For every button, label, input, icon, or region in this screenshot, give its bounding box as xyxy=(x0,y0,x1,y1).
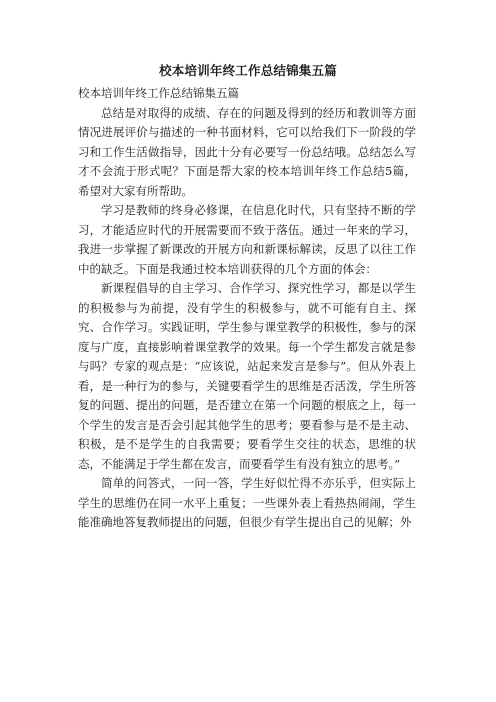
document-title: 校本培训年终工作总结锦集五篇 xyxy=(159,63,337,78)
paragraph-learning: 学习是教师的终身必修课，在信息化时代，只有坚持不断的学习，才能适应时代的开展需要而不致于落伍。通过一年来的学习，我进一步掌握了新课改的开展方向和新课标解读，反思了以往工作中的缺乏。下面是我通过校本培训获得的几个方面的体会： xyxy=(78,203,416,276)
document-body xyxy=(78,84,416,533)
paragraph-participation: 新课程倡导的自主学习、合作学习、探究性学习，都是以学生的积极参与为前提，没有学生的积极参与，就不可能有自主、探究、合作学习。实践证明，学生参与课堂教学的积极性，参与的深度与广度，直接影响着课堂教学的效果。每一个学生都发言就是参与吗？专家的观点是：“应该说，站起来发言是参与”。但从外表上看，是一种行为的参与，关键要看学生的思维是否活泼，学生所答复的问题、提出的问题，是否建立在第一个问题的根底之上，每一个学生的发言是否会引起其他学生的思考；要看参与是不是主动、积极，是不是学生的自我需要；要看学生交往的状态，思维的状态，不能满足于学生都在发言，而要看学生有没有独立的思考。” xyxy=(78,281,416,471)
paragraph-qa: 简单的问答式，一问一答，学生好似忙得不亦乐乎，但实际上学生的思维仍在同一水平上重复；一些课外表上看热热闹闹，学生能准确地答复教师提出的问题，但很少有学生提出自己的见解；外 xyxy=(78,476,416,529)
paragraph-intro: 总结是对取得的成绩、存在的问题及得到的经历和教训等方面情况进展评价与描述的一种书面材料，它可以给我们下一阶段的学习和工作生活做指导，因此十分有必要写一份总结哦。总结怎么写才不会流于形式呢？下面是帮大家的校本培训年终工作总结5篇，希望对大家有所帮助。 xyxy=(78,105,416,198)
document-subtitle: 校本培训年终工作总结锦集五篇 xyxy=(78,86,239,100)
